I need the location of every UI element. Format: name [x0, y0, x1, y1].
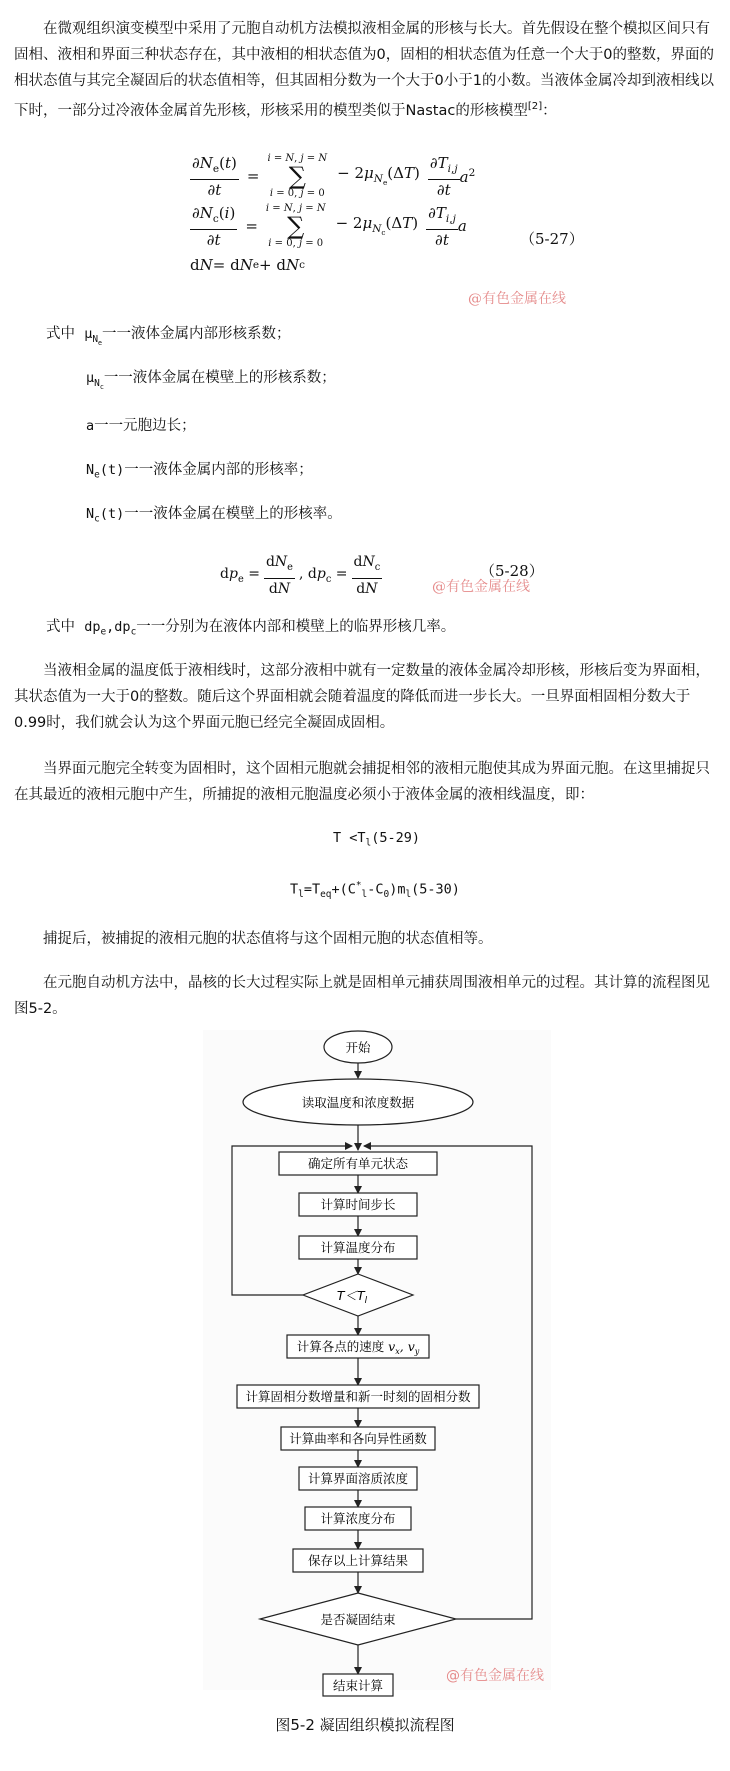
equation-5-30: $T_l=T_{eq}+(C^*_l-C_0)m_l(5-30)$: [290, 880, 460, 901]
paragraph-intro: 在微观组织演变模型中采用了元胞自动机方法模拟液相金属的形核与长大。首先假设在整个模拟区间只有固相、液相和界面三种状态存在，其中液相的相状态值为0，固相的相状态值为任意一个大于0的整数，界面的相状态值与其完全凝固后的状态值相等，但其固相分数为一个大于0小于1的小数。当液体金属冷却到液相线以下时，一部分过冷液体金属首先形核，形核采用的模型类似于Nastac的形核模型[2]：: [14, 21, 714, 119]
definition-dp: 式中 $dp_e,dp_c$一一分别为在液体内部和模壁上的临界形核几率。: [46, 619, 456, 638]
definition-mu-nc: $\mu_{N_c}$一一液体金属在模壁上的形核系数；: [86, 370, 336, 391]
equation-number-5-27: （5-27）: [520, 230, 584, 248]
definition-ne: $N_e(t)$一一液体金属内部的形核率；: [86, 462, 313, 481]
flowchart: [0, 1030, 730, 1700]
watermark: @有色金属在线: [446, 1668, 544, 1684]
definition-nc: $N_c(t)$一一液体金属在模壁上的形核率。: [86, 506, 342, 525]
watermark: @有色金属在线: [468, 291, 566, 307]
paragraph-flow-intro: 在元胞自动机方法中，晶核的长大过程实际上就是固相单元捕获周围液相单元的过程。其计算的流程图见图5-2。: [14, 975, 710, 1017]
paragraph-capture: 当界面元胞完全转变为固相时，这个固相元胞就会捕捉相邻的液相元胞使其成为界面元胞。在这里捕捉只在其最近的液相元胞中产生，所捕捉的液相元胞温度必须小于液体金属的液相线温度，即：: [14, 761, 710, 803]
figure-caption: 图5-2 凝固组织模拟流程图: [275, 1716, 455, 1734]
citation-ref: [2]: [527, 101, 543, 112]
flowchart-step-save: 保存以上计算结果: [307, 1553, 409, 1568]
flowchart-step-time-step: 计算时间步长: [320, 1197, 396, 1212]
flowchart-step-concentration: 计算浓度分布: [320, 1511, 396, 1526]
equation-5-27: $\frac{\partial N_e(t)}{\partial t}$ = i = N, j = N ∑ i = 0, j = 0 − $2\mu_{N_e}(\Delta T)$ $\frac{\partial T_{i,j}}{\partial t}$ $a^2$ $\frac{\partial N_c(i)}{\partial t}$ = i = N, j = N ∑ i = 0, j = 0 − $2\mu_{N_c}(\Delta T)$ $\frac{\partial T_{i,j}}{\partial t}$ a d N = d N e + d N c: [190, 153, 476, 274]
flowchart-start: 开始: [345, 1040, 371, 1055]
equation-number-5-28: （5-28）: [480, 562, 544, 580]
flowchart-step-solid-fraction: 计算固相分数增量和新一时刻的固相分数: [245, 1389, 471, 1404]
flowchart-read-data: 读取温度和浓度数据: [301, 1095, 415, 1110]
equation-5-28: $dp_e$ = $\frac{dN_e}{dN}$ , $dp_c$ = $\frac{dN_c}{dN}$: [220, 554, 381, 597]
flowchart-end: 结束计算: [332, 1678, 384, 1693]
flowchart-decision-finished: 是否凝固结束: [320, 1612, 396, 1627]
definition-mu-ne: 式中 $\mu_{N_e}$一一液体金属内部形核系数；: [46, 326, 291, 347]
flowchart-step-velocity: 计算各点的速度 $v_x$, $v_y$: [296, 1339, 420, 1356]
flowchart-decision-temperature: $T<T_l$: [336, 1288, 368, 1306]
flowchart-step-temperature: 计算温度分布: [320, 1240, 396, 1255]
flowchart-step-interface-solute: 计算界面溶质浓度: [307, 1471, 409, 1486]
definition-a: a一一元胞边长；: [86, 418, 196, 434]
paragraph-growth: 当液相金属的温度低于液相线时，这部分液相中就有一定数量的液体金属冷却形核，形核后变为界面相，其状态值为一大于0的整数。随后这个界面相就会随着温度的降低而进一步长大。一旦界面相固相分数大于0.99时，我们就会认为这个界面元胞已经完全凝固成固相。: [14, 663, 710, 731]
equation-5-29: $T <T_l(5-29)$: [333, 830, 420, 849]
watermark: @有色金属在线: [432, 579, 530, 595]
flowchart-step-cell-state: 确定所有单元状态: [307, 1156, 409, 1171]
paragraph-after-capture: 捕捉后，被捕捉的液相元胞的状态值将与这个固相元胞的状态值相等。: [43, 931, 493, 947]
flowchart-step-curvature: 计算曲率和各向异性函数: [289, 1431, 427, 1446]
